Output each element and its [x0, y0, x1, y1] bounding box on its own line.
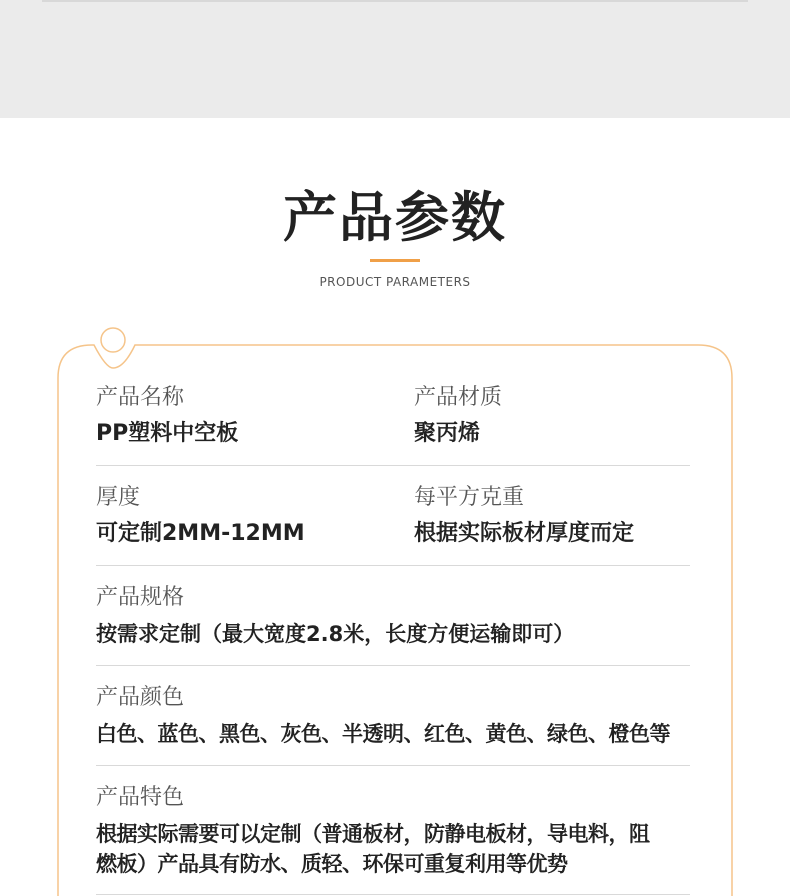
param-label-color: 产品颜色	[96, 685, 185, 710]
param-value-spec: 按需求定制（最大宽度2.8米，长度方便运输即可）	[96, 622, 575, 646]
top-divider	[42, 0, 748, 2]
param-value-feature-line1: 根据实际需要可以定制（普通板材，防静电板材，导电料，阻	[96, 822, 650, 846]
section-subtitle: PRODUCT PARAMETERS	[319, 275, 471, 289]
title-underline	[370, 259, 420, 262]
param-value-material: 聚丙烯	[414, 421, 481, 446]
row-divider	[96, 565, 690, 566]
param-value-name: PP塑料中空板	[96, 421, 239, 446]
param-row	[96, 783, 690, 879]
section-title: 产品参数	[283, 186, 507, 249]
param-value-thickness: 可定制2MM-12MM	[96, 521, 305, 546]
param-label-feature: 产品特色	[96, 785, 185, 810]
top-image-placeholder	[0, 0, 790, 118]
row-divider	[96, 465, 690, 466]
row-divider	[96, 665, 690, 666]
param-label-gsm: 每平方克重	[414, 485, 525, 510]
param-label-name: 产品名称	[96, 385, 185, 410]
param-value-feature-line2: 燃板）产品具有防水、质轻、环保可重复利用等优势	[96, 852, 568, 876]
param-label-material: 产品材质	[414, 385, 503, 410]
param-label-thickness: 厚度	[96, 485, 141, 510]
param-label-spec: 产品规格	[96, 585, 185, 610]
row-divider	[96, 765, 690, 766]
row-divider	[96, 894, 690, 895]
param-row	[96, 683, 690, 749]
param-value-color: 白色、蓝色、黑色、灰色、半透明、红色、黄色、绿色、橙色等	[96, 722, 670, 746]
param-row	[96, 583, 690, 649]
param-value-gsm: 根据实际板材厚度而定	[414, 521, 635, 546]
